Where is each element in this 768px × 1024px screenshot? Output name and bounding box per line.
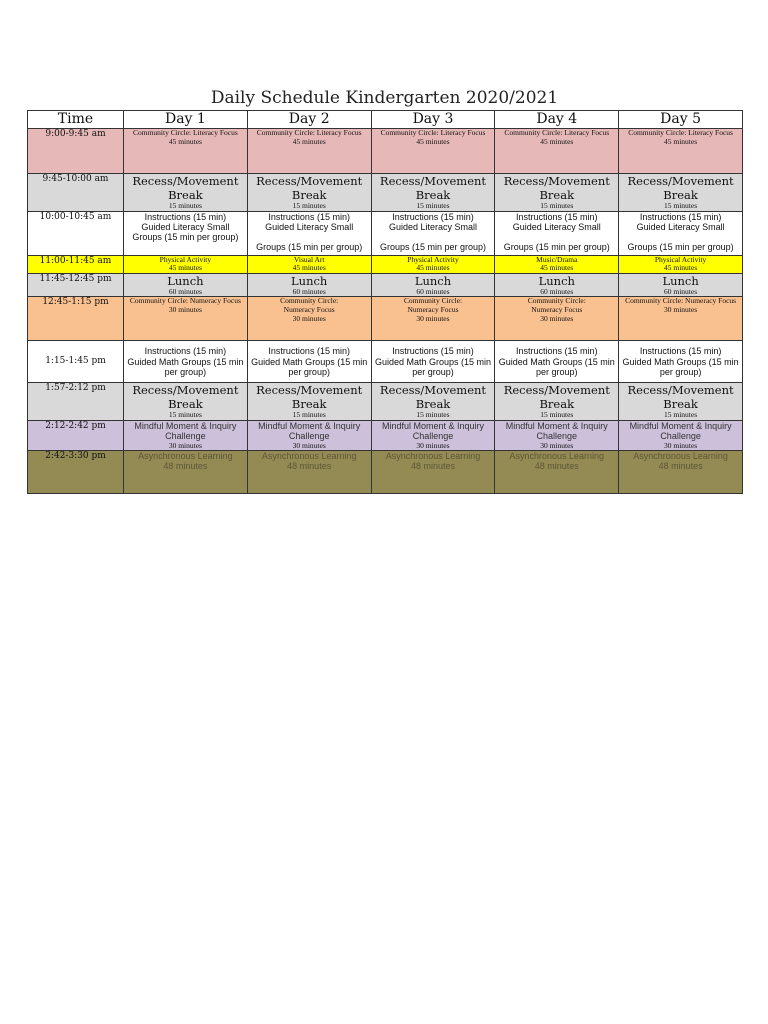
activity-label: Physical Activity [407,255,459,264]
duration-label: 48 minutes [658,461,703,472]
schedule-cell [124,211,248,255]
activity-label: Asynchronous Learning [261,451,357,462]
instruction-line: Groups (15 min per group) [503,242,610,253]
activity-label: Asynchronous Learning [509,451,605,462]
schedule-cell [495,420,619,450]
duration-label: 45 minutes [416,136,450,146]
schedule-cell [124,273,248,297]
schedule-cell [619,273,743,297]
activity-label: Recess/Movement Break [379,383,487,412]
schedule-cell [247,211,371,255]
instruction-line: Groups (15 min per group) [379,242,487,253]
table-row [28,255,743,273]
schedule-cell [495,129,619,174]
duration-label: 30 minutes [292,440,326,450]
instruction-line: Instructions (15 min) [144,211,227,222]
schedule-cell [495,383,619,421]
duration-label: 15 minutes [292,410,326,420]
activity-label: Recess/Movement Break [627,174,734,202]
duration-label: 30 minutes [168,440,202,450]
table-row [28,383,743,421]
schedule-cell [619,129,743,174]
schedule-cell [247,273,371,297]
duration-label: 30 minutes [540,440,574,450]
instruction-line: Instructions (15 min) [268,211,350,222]
duration-label: 48 minutes [534,461,579,472]
schedule-cell [619,255,743,273]
header-day-5: Day 5 [619,111,743,129]
schedule-cell [124,255,248,273]
schedule-cell [124,383,248,421]
schedule-cell [495,211,619,255]
schedule-cell [495,255,619,273]
activity-label: Recess/Movement Break [503,383,610,412]
schedule-cell [371,273,495,297]
schedule-cell [495,273,619,297]
activity-label: Visual Art [293,255,325,264]
duration-label: 15 minutes [664,201,698,210]
instruction-line: Groups (15 min per group) [627,242,734,253]
header-day-2: Day 2 [247,111,371,129]
activity-label: Recess/Movement Break [132,174,239,202]
schedule-cell [371,129,495,174]
duration-label: 30 minutes [416,440,450,450]
schedule-cell [247,451,371,494]
activity-label: Mindful Moment & Inquiry Challenge [258,420,361,442]
duration-label: 60 minutes [292,286,326,296]
activity-label: Lunch [662,273,699,288]
schedule-cell [124,297,248,341]
header-day-1: Day 1 [124,111,248,129]
header-day-4: Day 4 [495,111,619,129]
instruction-line: Guided Math Groups (15 min per group) [127,356,244,378]
activity-label: Recess/Movement Break [132,383,239,412]
time-cell: 11:00-11:45 am [28,255,124,273]
activity-label: Lunch [538,273,575,288]
time-cell: 9:45-10:00 am [28,174,124,212]
instruction-line: Instructions (15 min) [516,211,598,222]
instruction-line: Instructions (15 min) [144,346,227,357]
duration-label: 15 minutes [416,201,450,210]
activity-label: Community Circle: Literacy Focus [380,128,486,137]
schedule-cell [247,174,371,212]
table-row [28,420,743,450]
activity-label: Community Circle: Numeracy Focus [280,296,339,314]
table-row [28,129,743,174]
duration-label: 48 minutes [163,461,208,472]
schedule-cell [495,451,619,494]
duration-label: 15 minutes [168,201,202,210]
activity-label: Lunch [291,273,328,288]
activity-label: Community Circle: Numeracy Focus [403,296,463,314]
schedule-cell [495,341,619,383]
instruction-line: Instructions (15 min) [639,211,722,222]
instruction-line: Groups (15 min per group) [132,232,239,243]
duration-label: 45 minutes [168,263,202,273]
schedule-cell [247,297,371,341]
schedule-cell [619,174,743,212]
duration-label: 30 minutes [416,313,450,323]
time-cell: 12:45-1:15 pm [28,297,124,341]
duration-label: 45 minutes [664,136,698,146]
table-row [28,273,743,297]
duration-label: 15 minutes [168,410,202,420]
activity-label: Recess/Movement Break [256,383,363,412]
table-row [28,451,743,494]
activity-label: Lunch [167,273,204,288]
duration-label: 60 minutes [416,286,450,296]
activity-label: Asynchronous Learning [633,451,728,462]
schedule-table [27,110,743,494]
activity-label: Music/Drama [536,255,578,264]
activity-label: Asynchronous Learning [138,451,233,462]
instruction-line: Instructions (15 min) [392,211,474,222]
table-row [28,174,743,212]
duration-label: 45 minutes [664,263,698,273]
instruction-line: Guided Math Groups (15 min per group) [498,356,615,378]
instruction-line: Groups (15 min per group) [256,242,363,253]
instruction-line: Instructions (15 min) [392,346,474,357]
time-cell: 11:45-12:45 pm [28,273,124,297]
activity-label: Mindful Moment & Inquiry Challenge [381,420,485,442]
schedule-cell [124,129,248,174]
activity-label: Mindful Moment & Inquiry Challenge [505,420,608,442]
header-time: Time [28,111,124,129]
activity-label: Physical Activity [159,255,212,264]
duration-label: 45 minutes [168,136,202,146]
activity-label: Community Circle: Literacy Focus [628,128,733,137]
duration-label: 45 minutes [292,136,326,146]
duration-label: 15 minutes [540,410,574,420]
duration-label: 15 minutes [664,410,698,420]
instruction-line: Guided Literacy Small [141,221,230,232]
activity-label: Community Circle: Literacy Focus [504,128,610,137]
instruction-line: Instructions (15 min) [639,346,722,357]
instruction-line: Guided Literacy Small [265,221,354,232]
schedule-cell [124,174,248,212]
schedule-cell [619,420,743,450]
table-row [28,341,743,383]
time-cell: 1:57-2:12 pm [28,383,124,421]
schedule-cell [371,297,495,341]
duration-label: 45 minutes [292,263,326,273]
duration-label: 15 minutes [540,201,574,210]
activity-label: Recess/Movement Break [627,383,734,412]
schedule-cell [371,255,495,273]
schedule-cell [371,174,495,212]
activity-label: Mindful Moment & Inquiry Challenge [629,420,732,442]
activity-label: Asynchronous Learning [385,451,481,462]
duration-label: 48 minutes [287,461,332,472]
table-row [28,297,743,341]
duration-label: 48 minutes [410,461,455,472]
activity-label: Community Circle: Numeracy Focus [129,296,241,306]
schedule-cell [124,451,248,494]
duration-label: 30 minutes [168,304,202,314]
activity-label: Recess/Movement Break [379,174,487,202]
schedule-cell [371,420,495,450]
schedule-cell [371,383,495,421]
duration-label: 30 minutes [292,313,326,323]
duration-label: 45 minutes [416,263,450,273]
duration-label: 30 minutes [664,304,698,314]
instruction-line: Instructions (15 min) [516,346,598,357]
time-cell: 2:12-2:42 pm [28,420,124,450]
activity-label: Recess/Movement Break [503,174,610,202]
schedule-cell [124,341,248,383]
instruction-line: Guided Literacy Small [636,221,725,232]
activity-label: Physical Activity [654,255,707,264]
time-cell: 1:15-1:45 pm [28,341,124,383]
duration-label: 45 minutes [540,263,574,273]
schedule-cell [247,341,371,383]
time-cell: 9:00-9:45 am [28,129,124,174]
header-row [28,111,743,129]
schedule-cell [619,451,743,494]
instruction-line: Instructions (15 min) [268,346,350,357]
duration-label: 15 minutes [416,410,450,420]
schedule-cell [371,211,495,255]
schedule-cell [247,383,371,421]
table-row [28,211,743,255]
instruction-line: Guided Literacy Small [512,221,601,232]
schedule-cell [247,129,371,174]
duration-label: 45 minutes [540,136,574,146]
activity-label: Community Circle: Literacy Focus [256,128,362,137]
instruction-line: Guided Literacy Small [388,221,478,232]
schedule-cell [247,255,371,273]
schedule-cell [619,341,743,383]
activity-label: Community Circle: Numeracy Focus [527,296,586,314]
activity-label: Recess/Movement Break [256,174,363,202]
instruction-line: Guided Math Groups (15 min per group) [374,356,492,378]
instruction-line: Guided Math Groups (15 min per group) [622,356,739,378]
schedule-cell [619,211,743,255]
duration-label: 60 minutes [540,286,574,296]
duration-label: 15 minutes [292,201,326,210]
header-day-3: Day 3 [371,111,495,129]
page-title: Daily Schedule Kindergarten 2020/2021 [210,88,559,108]
activity-label: Lunch [414,273,452,288]
schedule-cell [124,420,248,450]
schedule-cell [495,174,619,212]
time-cell: 10:00-10:45 am [28,211,124,255]
duration-label: 30 minutes [540,313,574,323]
duration-label: 30 minutes [664,440,698,450]
duration-label: 60 minutes [168,286,202,296]
schedule-cell [619,383,743,421]
activity-label: Community Circle: Literacy Focus [133,128,238,137]
schedule-cell [371,451,495,494]
duration-label: 60 minutes [664,286,698,296]
schedule-cell [247,420,371,450]
schedule-cell [619,297,743,341]
activity-label: Mindful Moment & Inquiry Challenge [134,420,237,442]
instruction-line: Guided Math Groups (15 min per group) [251,356,368,378]
schedule-cell [495,297,619,341]
time-cell: 2:42-3:30 pm [28,451,124,494]
schedule-cell [371,341,495,383]
activity-label: Community Circle: Numeracy Focus [625,296,737,306]
